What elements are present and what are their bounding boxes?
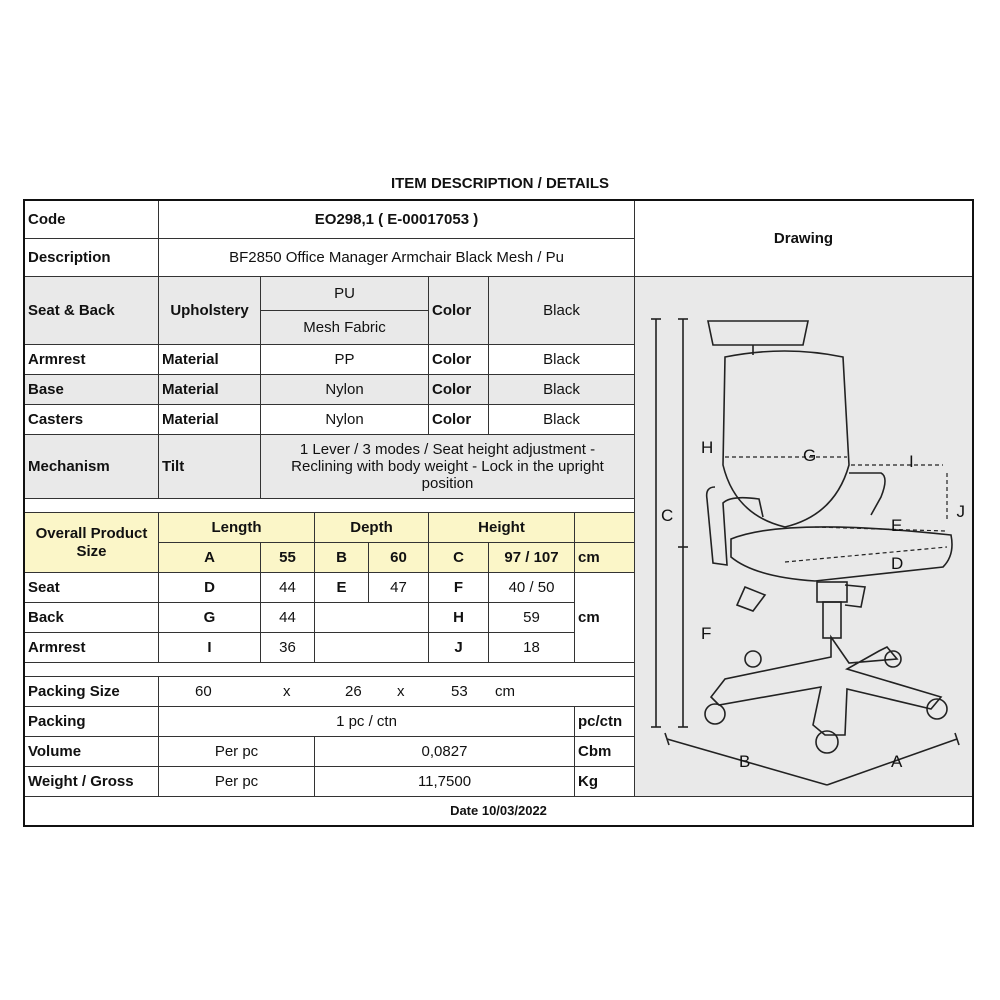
weight-value: 11,7500 — [315, 767, 575, 797]
dim-j-value: 18 — [489, 633, 575, 663]
dim-letter-a: A — [891, 752, 903, 771]
dim-letter-d: D — [891, 554, 904, 573]
size-back-label: Back — [25, 603, 159, 633]
dim-e-value: 47 — [369, 573, 429, 603]
dim-i-label: I — [159, 633, 261, 663]
seat-back-color-label: Color — [429, 277, 489, 345]
weight-label: Weight / Gross — [25, 767, 159, 797]
dim-c-value: 97 / 107 — [489, 543, 575, 573]
dim-letter-f: F — [701, 624, 712, 643]
empty-cell — [315, 603, 429, 633]
dim-b-label: B — [315, 543, 369, 573]
dim-letter-j: J — [956, 502, 965, 521]
armrest-sub: Material — [159, 345, 261, 375]
packing-value: 1 pc / ctn — [159, 707, 575, 737]
seat-back-value-1: PU — [261, 277, 429, 311]
details-table — [23, 199, 974, 827]
dim-h-label: H — [429, 603, 489, 633]
packing-size-length: 60 — [195, 682, 212, 700]
description-label: Description — [25, 239, 159, 277]
unit-header-blank — [575, 513, 635, 543]
document-title: ITEM DESCRIPTION / DETAILS — [390, 175, 610, 192]
dim-letter-g: G — [803, 446, 817, 465]
dim-letter-h: H — [701, 438, 714, 457]
casters-sub: Material — [159, 405, 261, 435]
size-seat-label: Seat — [25, 573, 159, 603]
size-armrest-label: Armrest — [25, 633, 159, 663]
depth-header: Depth — [315, 513, 429, 543]
description-value: BF2850 Office Manager Armchair Black Mesh / Pu — [159, 239, 635, 277]
dim-g-label: G — [159, 603, 261, 633]
armrest-label: Armrest — [25, 345, 159, 375]
base-color: Black — [489, 375, 635, 405]
dim-a-label: A — [159, 543, 261, 573]
empty-cell — [315, 633, 429, 663]
length-header: Length — [159, 513, 315, 543]
volume-unit: Cbm — [575, 737, 635, 767]
base-color-label: Color — [429, 375, 489, 405]
dim-letter-c: C — [661, 506, 674, 525]
dim-letter-e: E — [891, 516, 903, 535]
base-value: Nylon — [261, 375, 429, 405]
armrest-color-label: Color — [429, 345, 489, 375]
dim-j-label: J — [429, 633, 489, 663]
base-label: Base — [25, 375, 159, 405]
casters-label: Casters — [25, 405, 159, 435]
packing-size-unit: cm — [495, 682, 515, 700]
seat-back-value-2: Mesh Fabric — [261, 311, 429, 345]
packing-unit: pc/ctn — [575, 707, 635, 737]
volume-value: 0,0827 — [315, 737, 575, 767]
dim-letter-i: I — [909, 452, 914, 471]
dim-letter-b: B — [739, 752, 751, 771]
base-sub: Material — [159, 375, 261, 405]
drawing-area — [635, 277, 972, 797]
mechanism-value: 1 Lever / 3 modes / Seat height adjustment - Reclining with body weight - Lock in the upright position — [261, 435, 635, 499]
mechanism-sub: Tilt — [159, 435, 261, 499]
dim-e-label: E — [315, 573, 369, 603]
packing-size-values — [159, 677, 635, 707]
spacer-row — [25, 663, 635, 677]
dim-h-value: 59 — [489, 603, 575, 633]
packing-size-width: 26 — [345, 682, 362, 700]
size-unit: cm — [575, 573, 635, 663]
seat-back-label: Seat & Back — [25, 277, 159, 345]
packing-size-label: Packing Size — [25, 677, 159, 707]
seat-back-color: Black — [489, 277, 635, 345]
packing-label: Packing — [25, 707, 159, 737]
dim-d-value: 44 — [261, 573, 315, 603]
casters-value: Nylon — [261, 405, 429, 435]
armrest-value: PP — [261, 345, 429, 375]
overall-size-header: Overall Product Size — [25, 513, 159, 573]
dim-c-label: C — [429, 543, 489, 573]
dim-b-value: 60 — [369, 543, 429, 573]
code-label: Code — [25, 201, 159, 239]
volume-label: Volume — [25, 737, 159, 767]
mechanism-label: Mechanism — [25, 435, 159, 499]
dim-a-value: 55 — [261, 543, 315, 573]
height-header: Height — [429, 513, 575, 543]
overall-unit: cm — [575, 543, 635, 573]
dim-f-value: 40 / 50 — [489, 573, 575, 603]
packing-size-height: 53 — [451, 682, 468, 700]
drawing-label: Drawing — [635, 201, 972, 277]
weight-unit: Kg — [575, 767, 635, 797]
dim-g-value: 44 — [261, 603, 315, 633]
code-value: EO298,1 ( E-00017053 ) — [159, 201, 635, 239]
packing-size-sep: x — [397, 682, 405, 700]
dim-d-label: D — [159, 573, 261, 603]
weight-per: Per pc — [159, 767, 315, 797]
seat-back-sub: Upholstery — [159, 277, 261, 345]
chair-drawing — [635, 277, 972, 797]
casters-color-label: Color — [429, 405, 489, 435]
spacer-row — [25, 499, 635, 513]
dim-f-label: F — [429, 573, 489, 603]
date-footer: Date 10/03/2022 — [450, 802, 547, 818]
armrest-color: Black — [489, 345, 635, 375]
dim-i-value: 36 — [261, 633, 315, 663]
volume-per: Per pc — [159, 737, 315, 767]
packing-size-sep: x — [283, 682, 291, 700]
casters-color: Black — [489, 405, 635, 435]
